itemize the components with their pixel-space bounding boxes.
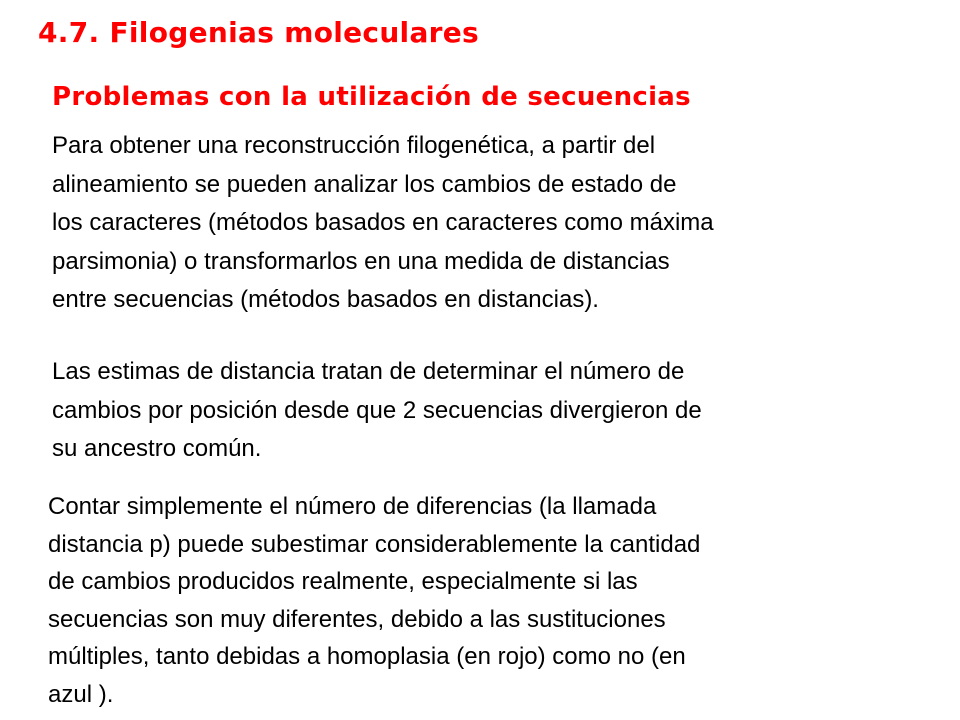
paragraph-reconstruction: Para obtener una reconstrucción filogenética, a partir del alineamiento se pueden analizar los cambios de estado de los caracteres (métodos basados en caracteres como máxima parsimonia) o transformarlos en una medida de distancias entre secuencias (métodos basados en distancias). (52, 132, 714, 313)
paragraph-distance-estimates: Las estimas de distancia tratan de determinar el número de cambios por posición desde que 2 secuencias divergieron de su ancestro común. (52, 358, 702, 462)
slide-title: 4.7. Filogenias moleculares (38, 16, 480, 49)
section-subtitle: Problemas con la utilización de secuencias (52, 82, 691, 112)
paragraph-p-distance: Contar simplemente el número de diferencias (la llamada distancia p) puede subestimar considerablemente la cantidad de cambios producidos realmente, especialmente si las secuencias son muy diferentes, debido a las sustituciones múltiples, tanto debidas a homoplasia (en rojo) como no (en azul ). (48, 493, 701, 708)
